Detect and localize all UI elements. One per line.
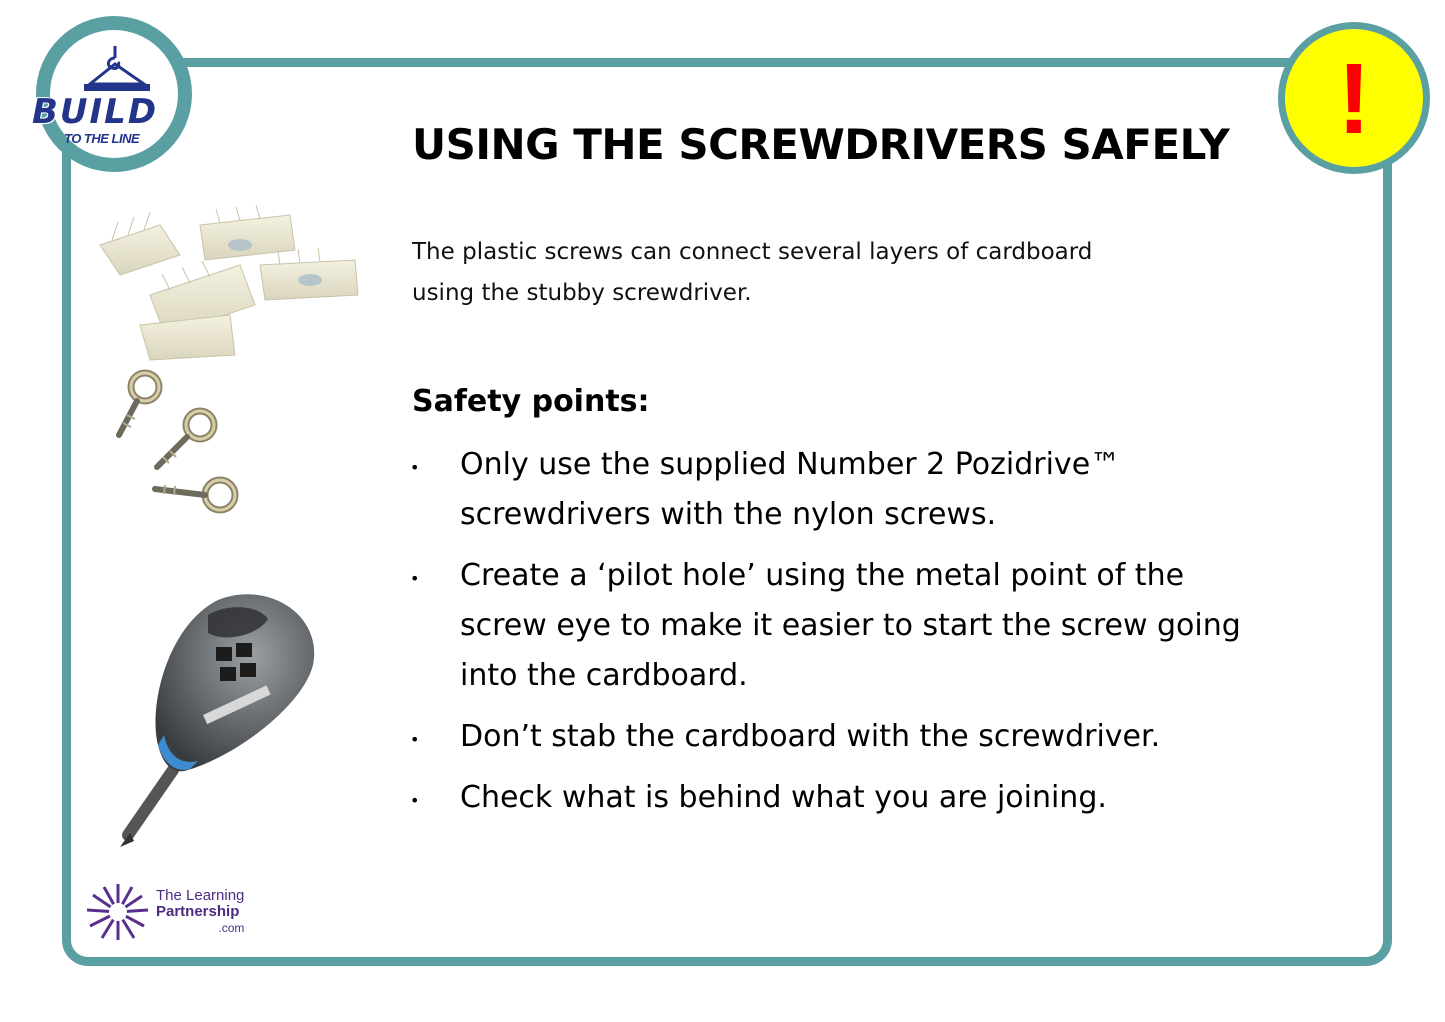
bullet: • bbox=[410, 569, 420, 588]
logo-text-line: The Learning bbox=[156, 887, 245, 904]
logo-text-line: Partnership bbox=[156, 903, 240, 920]
page-title: USING THE SCREWDRIVERS SAFELY bbox=[412, 120, 1230, 169]
safety-point bbox=[410, 773, 1340, 823]
point-line: screwdrivers with the nylon screws. bbox=[460, 497, 997, 532]
stubby-screwdriver-illustration bbox=[108, 585, 338, 855]
warning-badge bbox=[1278, 22, 1430, 174]
intro-line: using the stubby screwdriver. bbox=[412, 280, 752, 306]
point-line: screw eye to make it easier to start the screw going bbox=[460, 608, 1241, 643]
point-line: Don’t stab the cardboard with the screwdriver. bbox=[460, 719, 1161, 754]
intro-paragraph bbox=[412, 232, 1252, 314]
learning-partnership-logo bbox=[156, 888, 244, 936]
safety-point bbox=[410, 551, 1340, 701]
point-line: Create a ‘pilot hole’ using the metal point of the bbox=[460, 558, 1185, 593]
screw-eyes-illustration bbox=[105, 365, 255, 535]
nylon-screws-illustration bbox=[90, 205, 370, 375]
logo-word: BUILD bbox=[32, 92, 159, 132]
intro-line: The plastic screws can connect several layers of cardboard bbox=[412, 239, 1093, 265]
safety-points-list bbox=[410, 440, 1340, 834]
warning-exclamation-icon: ! bbox=[1337, 43, 1371, 155]
safety-point bbox=[410, 440, 1340, 540]
safety-heading: Safety points: bbox=[412, 384, 650, 419]
logo-tagline: TO THE LINE bbox=[64, 131, 140, 146]
bullet: • bbox=[410, 458, 420, 477]
bullet: • bbox=[410, 791, 420, 810]
point-line: Check what is behind what you are joining. bbox=[460, 780, 1107, 815]
logo-text-line: .com bbox=[218, 921, 245, 935]
sunburst-logo-icon bbox=[84, 882, 152, 942]
safety-point bbox=[410, 712, 1340, 762]
point-line: into the cardboard. bbox=[460, 658, 748, 693]
bullet: • bbox=[410, 730, 420, 749]
point-line: Only use the supplied Number 2 Pozidrive™ bbox=[460, 447, 1121, 482]
crane-hook-icon bbox=[82, 44, 152, 96]
